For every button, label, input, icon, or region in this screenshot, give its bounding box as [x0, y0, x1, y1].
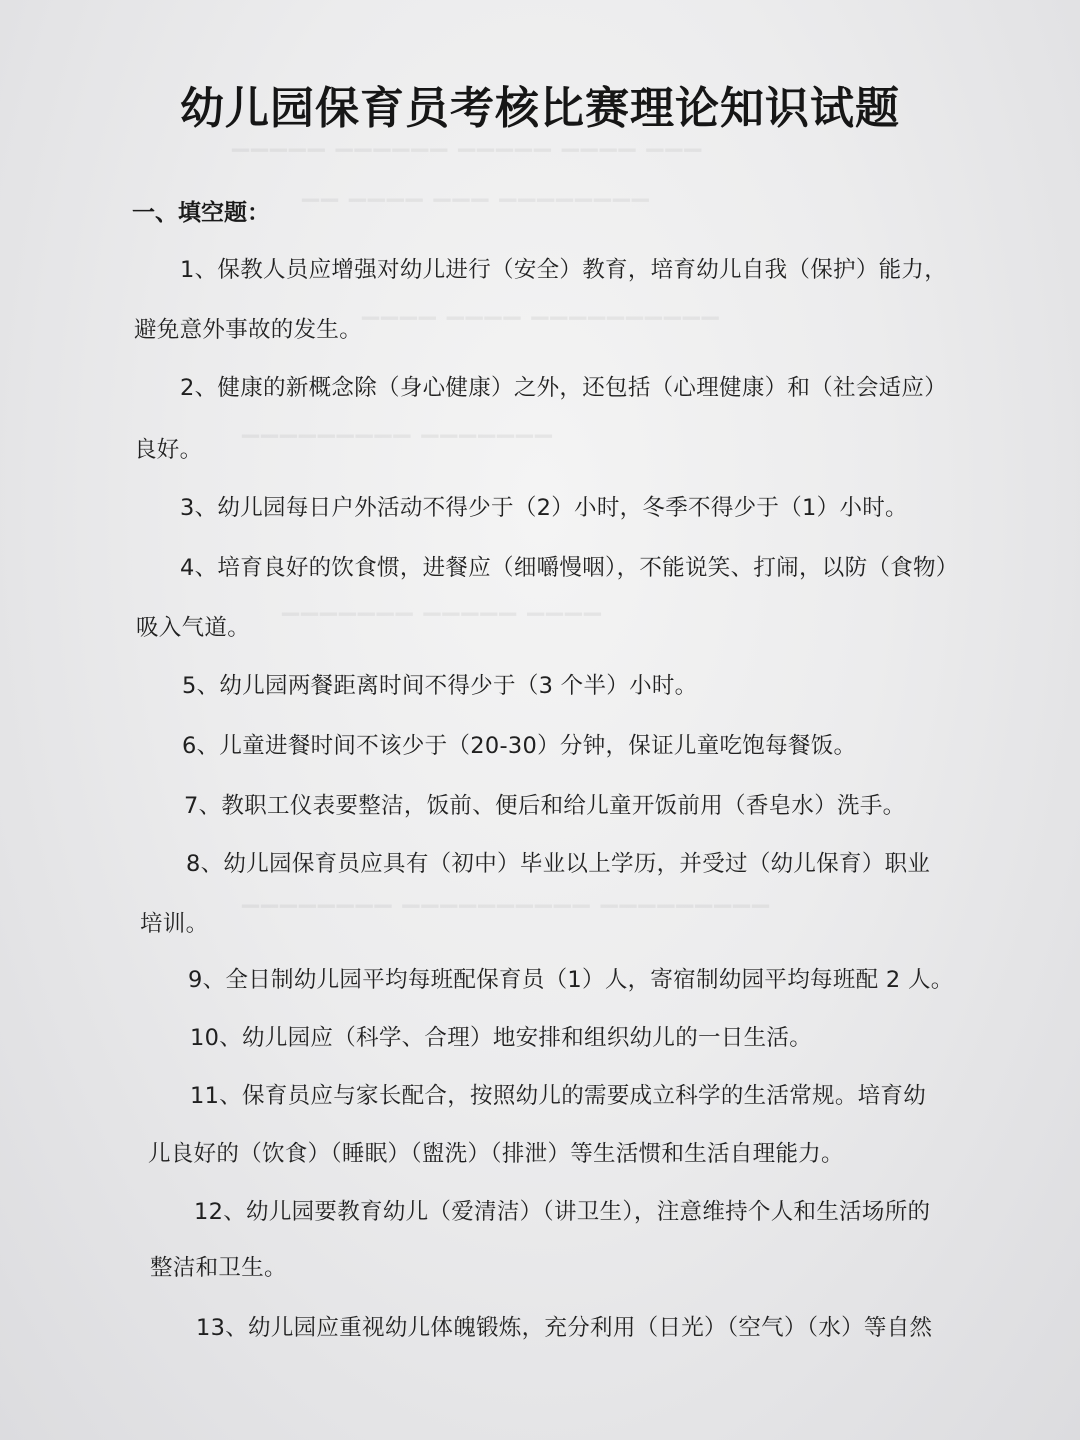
- question-5-line: 5、幼儿园两餐距离时间不得少于（3 个半）小时。: [182, 673, 698, 699]
- question-10-line: 10、幼儿园应（科学、合理）地安排和组织幼儿的一日生活。: [190, 1025, 813, 1051]
- question-4-line-2: 吸入气道。: [136, 615, 251, 641]
- question-11-line-2: 儿良好的（饮食）（睡眠）（盥洗）（排泄）等生活惯和生活自理能力。: [148, 1141, 844, 1167]
- question-12-line-2: 整洁和卫生。: [150, 1255, 287, 1281]
- page-title: 幼儿园保育员考核比赛理论知识试题: [180, 83, 900, 134]
- question-13-line-1: 13、幼儿园应重视幼儿体魄锻炼，充分利用（日光）（空气）（水）等自然: [196, 1315, 933, 1341]
- question-8-line-1: 8、幼儿园保育员应具有（初中）毕业以上学历，并受过（幼儿保育）职业: [186, 851, 931, 877]
- section-heading: 一、填空题：: [132, 200, 270, 226]
- bleed-through-text: ▔▔▔▔▔▔▔▔▔ ▔▔▔▔▔▔▔▔▔▔ ▔▔▔▔▔▔▔▔: [240, 906, 769, 931]
- question-8-line-2: 培训。: [140, 911, 209, 937]
- bleed-through-text: ▔▔▔▔▔▔▔▔▔▔ ▔▔▔▔ ▔▔▔▔: [360, 318, 719, 343]
- question-11-line-1: 11、保育员应与家长配合，按照幼儿的需要成立科学的生活常规。培育幼: [190, 1083, 927, 1109]
- bleed-through-text: ▔▔▔ ▔▔▔▔ ▔▔▔▔▔ ▔▔▔▔▔▔ ▔▔▔▔▔: [230, 150, 702, 175]
- question-1-line-1: 1、保教人员应增强对幼儿进行（安全）教育，培育幼儿自我（保护）能力，: [180, 257, 948, 283]
- bleed-through-text: ▔▔▔▔▔▔▔ ▔▔▔▔▔▔▔▔▔: [240, 436, 552, 461]
- bleed-through-text: ▔▔▔▔▔▔▔▔ ▔▔▔ ▔▔▔▔ ▔▔: [300, 200, 649, 225]
- question-2-line-1: 2、健康的新概念除（身心健康）之外，还包括（心理健康）和（社会适应）: [180, 375, 948, 401]
- question-7-line: 7、教职工仪表要整洁，饭前、便后和给儿童开饭前用（香皂水）洗手。: [184, 793, 906, 819]
- question-2-line-2: 良好。: [134, 437, 203, 463]
- question-3-line: 3、幼儿园每日户外活动不得少于（2）小时，冬季不得少于（1）小时。: [180, 495, 908, 521]
- question-9-line: 9、全日制幼儿园平均每班配保育员（1）人，寄宿制幼园平均每班配 2 人。: [188, 967, 954, 993]
- question-12-line-1: 12、幼儿园要教育幼儿（爱清洁）（讲卫生），注意维持个人和生活场所的: [194, 1199, 931, 1225]
- question-1-line-2: 避免意外事故的发生。: [134, 317, 363, 343]
- question-6-line: 6、儿童进餐时间不该少于（20-30）分钟，保证儿童吃饱每餐饭。: [182, 733, 857, 759]
- question-4-line-1: 4、培育良好的饮食惯，进餐应（细嚼慢咽），不能说笑、打闹，以防（食物）: [180, 555, 959, 581]
- bleed-through-text: ▔▔▔▔ ▔▔▔▔▔ ▔▔▔▔▔▔▔: [280, 614, 601, 639]
